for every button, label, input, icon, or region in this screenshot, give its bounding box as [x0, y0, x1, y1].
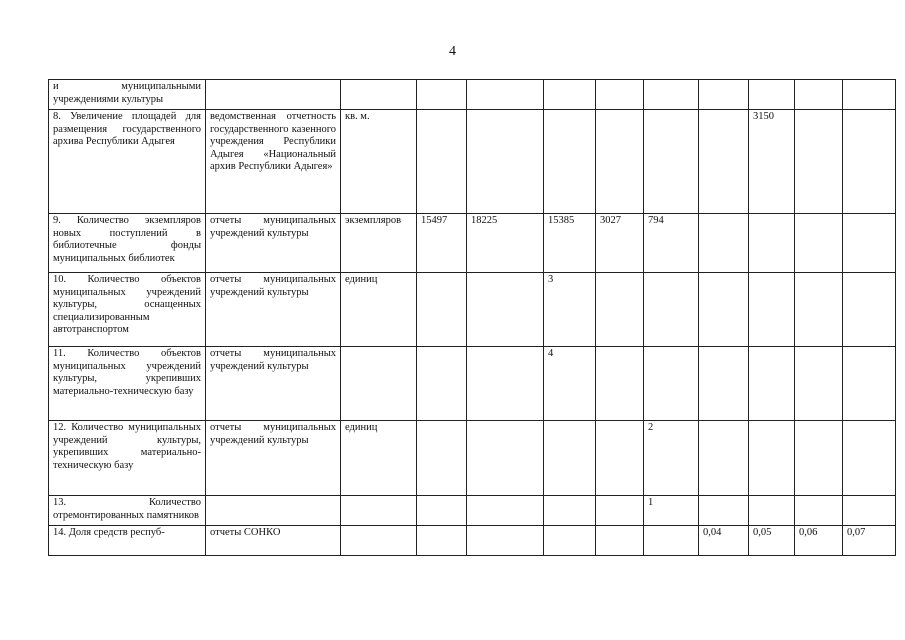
indicator-cell: 12. Количество муниципальных учреждений культуры, укрепивших материально-техническую базу: [49, 421, 206, 496]
value-cell: [596, 421, 644, 496]
value-cell: [749, 80, 795, 110]
value-cell: [417, 347, 467, 421]
table-row: [49, 214, 896, 273]
value-cell: [417, 526, 467, 556]
value-cell: [596, 80, 644, 110]
value-cell: [417, 80, 467, 110]
source-cell: ведомственная отчетность государственного казенного учреждения Республики Адыгея «Национальный архив Республики Адыгея»: [206, 110, 341, 214]
value-cell: [749, 214, 795, 273]
value-cell: [596, 347, 644, 421]
value-cell: 794: [644, 214, 699, 273]
source-cell: отчеты муниципальных учреждений культуры: [206, 347, 341, 421]
value-cell: [417, 421, 467, 496]
value-cell: [843, 347, 896, 421]
source-cell: отчеты муниципальных учреждений культуры: [206, 421, 341, 496]
value-cell: [544, 421, 596, 496]
value-cell: [795, 273, 843, 347]
value-cell: 1: [644, 496, 699, 526]
value-cell: 15385: [544, 214, 596, 273]
value-cell: [644, 526, 699, 556]
value-cell: [795, 214, 843, 273]
unit-cell: [341, 496, 417, 526]
value-cell: [544, 496, 596, 526]
unit-cell: единиц: [341, 421, 417, 496]
value-cell: [467, 421, 544, 496]
value-cell: [467, 347, 544, 421]
value-cell: [467, 80, 544, 110]
indicator-cell: 10. Количество объектов муниципальных учреждений культуры, оснащенных специализированным автотранспортом: [49, 273, 206, 347]
value-cell: [749, 347, 795, 421]
value-cell: [467, 110, 544, 214]
value-cell: [699, 421, 749, 496]
value-cell: [467, 526, 544, 556]
indicator-cell: 11. Количество объектов муниципальных учреждений культуры, укрепивших материально-техническую базу: [49, 347, 206, 421]
value-cell: [843, 421, 896, 496]
value-cell: [699, 347, 749, 421]
table-row: [49, 273, 896, 347]
table-row: [49, 110, 896, 214]
value-cell: [795, 110, 843, 214]
value-cell: [699, 214, 749, 273]
value-cell: 3027: [596, 214, 644, 273]
table-row: [49, 80, 896, 110]
indicators-table: [48, 79, 896, 556]
value-cell: [644, 347, 699, 421]
value-cell: [749, 273, 795, 347]
value-cell: [843, 214, 896, 273]
value-cell: [795, 421, 843, 496]
value-cell: 15497: [417, 214, 467, 273]
value-cell: [795, 80, 843, 110]
value-cell: [843, 496, 896, 526]
value-cell: [843, 80, 896, 110]
unit-cell: [341, 347, 417, 421]
value-cell: [644, 110, 699, 214]
value-cell: [596, 273, 644, 347]
indicator-cell: и муниципальными учреждениями культуры: [49, 80, 206, 110]
value-cell: [417, 110, 467, 214]
value-cell: [644, 80, 699, 110]
value-cell: [467, 496, 544, 526]
unit-cell: кв. м.: [341, 110, 417, 214]
value-cell: [795, 347, 843, 421]
unit-cell: единиц: [341, 273, 417, 347]
unit-cell: экземпляров: [341, 214, 417, 273]
value-cell: [699, 80, 749, 110]
table-row: [49, 421, 896, 496]
value-cell: 0,05: [749, 526, 795, 556]
value-cell: 3150: [749, 110, 795, 214]
source-cell: [206, 80, 341, 110]
value-cell: 0,04: [699, 526, 749, 556]
value-cell: [749, 421, 795, 496]
value-cell: [544, 526, 596, 556]
source-cell: отчеты СОНКО: [206, 526, 341, 556]
value-cell: [795, 496, 843, 526]
value-cell: [644, 273, 699, 347]
table-row: [49, 526, 896, 556]
table-body: [49, 80, 896, 556]
value-cell: 3: [544, 273, 596, 347]
value-cell: [467, 273, 544, 347]
table-row: [49, 347, 896, 421]
table-row: [49, 496, 896, 526]
value-cell: [544, 80, 596, 110]
value-cell: [843, 110, 896, 214]
unit-cell: [341, 80, 417, 110]
value-cell: [843, 273, 896, 347]
value-cell: [544, 110, 596, 214]
indicator-cell: 13. Количество отремонтированных памятников: [49, 496, 206, 526]
unit-cell: [341, 526, 417, 556]
value-cell: [699, 496, 749, 526]
value-cell: 2: [644, 421, 699, 496]
value-cell: 0,07: [843, 526, 896, 556]
value-cell: 0,06: [795, 526, 843, 556]
value-cell: 18225: [467, 214, 544, 273]
value-cell: [596, 110, 644, 214]
indicator-cell: 8. Увеличение площадей для размещения государственного архива Республики Адыгея: [49, 110, 206, 214]
value-cell: [699, 273, 749, 347]
value-cell: [596, 526, 644, 556]
value-cell: [596, 496, 644, 526]
value-cell: [749, 496, 795, 526]
page-number: 4: [449, 44, 456, 59]
source-cell: [206, 496, 341, 526]
value-cell: [699, 110, 749, 214]
indicator-cell: 14. Доля средств респуб-: [49, 526, 206, 556]
source-cell: отчеты муниципальных учреждений культуры: [206, 214, 341, 273]
value-cell: 4: [544, 347, 596, 421]
source-cell: отчеты муниципальных учреждений культуры: [206, 273, 341, 347]
indicator-cell: 9. Количество экземпляров новых поступлений в библиотечные фонды муниципальных библиотек: [49, 214, 206, 273]
value-cell: [417, 273, 467, 347]
value-cell: [417, 496, 467, 526]
